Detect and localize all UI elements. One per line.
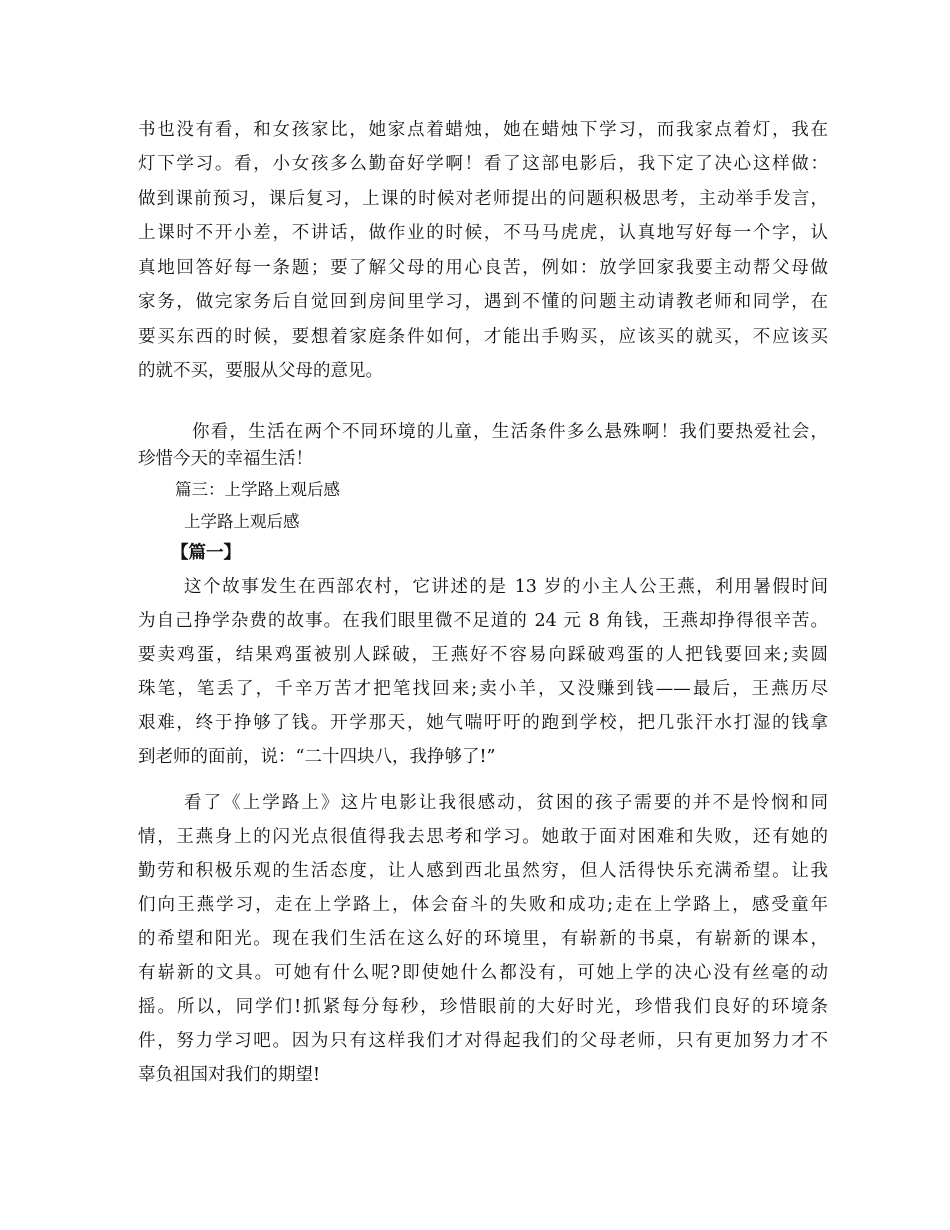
body-text-line: 到老师的面前，说：“二十四块八，我挣够了!” [138, 747, 496, 767]
body-text-line: 真地回答好每一条题；要了解父母的用心良苦，例如：放学回家我要主动帮父母做 [138, 258, 828, 278]
body-text-line: 情，王燕身上的闪光点很值得我去思考和学习。她敢于面对困难和失败，还有她的 [138, 827, 828, 847]
body-text-line: 为自己挣学杂费的故事。在我们眼里微不足道的 24 元 8 角钱，王燕却挣得很辛苦。 [138, 611, 828, 631]
body-text-line: 要买东西的时候，要想着家庭条件如何，才能出手购买，应该买的就买，不应该买 [138, 327, 828, 347]
body-text-line: 家务，做完家务后自觉回到房间里学习，遇到不懂的问题主动请教老师和同学，在 [138, 292, 828, 312]
body-text-line: 件，努力学习吧。因为只有这样我们才对得起我们的父母老师，只有更加努力才不 [138, 1031, 828, 1051]
body-text-line: 们向王燕学习，走在上学路上，体会奋斗的失败和成功;走在上学路上，感受童年 [138, 895, 828, 915]
paragraph-first-line: 你看，生活在两个不同环境的儿童，生活条件多么悬殊啊！我们要热爱社会， [192, 422, 828, 442]
body-text-line: 的希望和阳光。现在我们生活在这么好的环境里，有崭新的书桌，有崭新的课本， [138, 929, 828, 949]
paragraph-first-line: 这个故事发生在西部农村，它讲述的是 13 岁的小主人公王燕，利用暑假时间 [184, 577, 828, 597]
body-text-line: 有崭新的文具。可她有什么呢?即使她什么都没有，可她上学的决心没有丝毫的动 [138, 963, 828, 983]
body-text-line: 做到课前预习，课后复习，上课的时候对老师提出的问题积极思考，主动举手发言， [138, 189, 828, 209]
section-heading: 篇三：上学路上观后感 [175, 480, 340, 499]
body-text-line: 要卖鸡蛋，结果鸡蛋被别人踩破，王燕好不容易向踩破鸡蛋的人把钱要回来;卖圆 [138, 645, 828, 665]
subsection-label: 【篇一】 [171, 543, 241, 563]
paragraph-first-line: 看了《上学路上》这片电影让我很感动，贫困的孩子需要的并不是怜悯和同 [184, 793, 828, 813]
body-text-line: 辜负祖国对我们的期望! [138, 1065, 321, 1085]
body-text-line: 的就不买，要服从父母的意见。 [138, 361, 383, 381]
body-text-line: 上课时不开小差，不讲话，做作业的时候，不马马虎虎，认真地写好每一个字，认 [138, 223, 828, 243]
body-text-line: 珠笔，笔丢了，千辛万苦才把笔找回来;卖小羊，又没赚到钱——最后，王燕历尽 [138, 679, 828, 699]
body-text-line: 艰难，终于挣够了钱。开学那天，她气喘吁吁的跑到学校，把几张汗水打湿的钱拿 [138, 713, 828, 733]
article-title: 上学路上观后感 [184, 512, 300, 531]
body-text-line: 书也没有看，和女孩家比，她家点着蜡烛，她在蜡烛下学习，而我家点着灯，我在 [138, 120, 828, 140]
body-text-line: 珍惜今天的幸福生活！ [138, 449, 313, 469]
body-text-line: 灯下学习。看，小女孩多么勤奋好学啊！看了这部电影后，我下定了决心这样做： [138, 154, 828, 174]
body-text-line: 勤劳和积极乐观的生活态度，让人感到西北虽然穷，但人活得快乐充满希望。让我 [138, 861, 828, 881]
body-text-line: 摇。所以，同学们!抓紧每分每秒，珍惜眼前的大好时光，珍惜我们良好的环境条 [138, 997, 828, 1017]
